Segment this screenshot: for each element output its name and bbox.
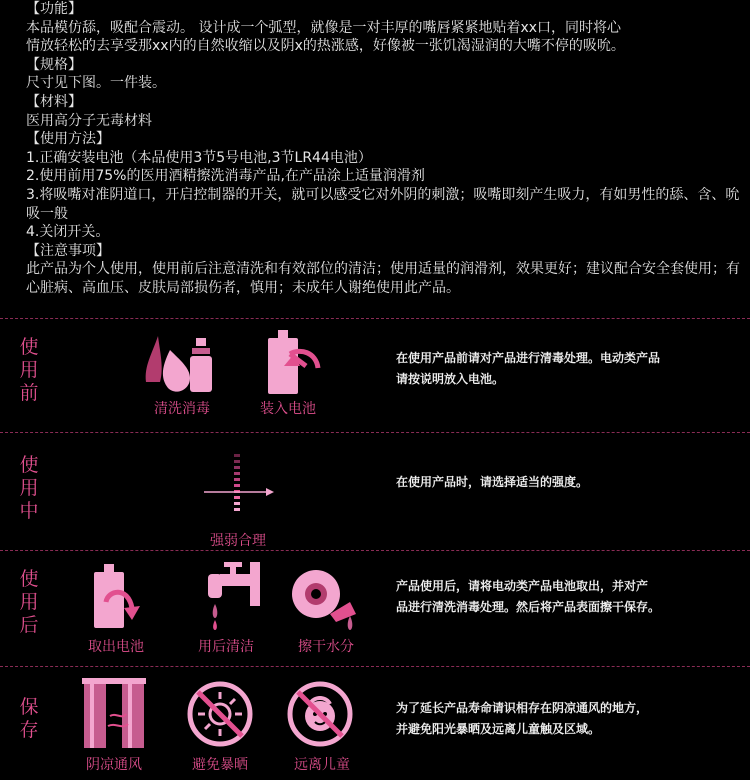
stage-label-after: 使 用 后 [19, 568, 39, 636]
no-sun-icon [184, 678, 256, 750]
function-text-line1: 本品模仿舔，吸配合震动。 设计成一个弧型，就像是一对丰厚的嘴唇紧紧地贴着xx口，同时将心 [26, 19, 622, 36]
stage-label-during: 使 用 中 [19, 454, 39, 522]
battery-remove-icon [88, 562, 152, 634]
tissue-roll-icon [286, 564, 366, 634]
caption-insert-battery: 装入电池 [260, 401, 316, 417]
no-children-icon [284, 678, 356, 750]
usage-step-1: 1.正确安装电池（本品使用3节5号电池,3节LR44电池） [26, 149, 372, 166]
faucet-icon [200, 560, 270, 634]
note-before-use [396, 348, 726, 390]
function-text-line2: 情放轻松的去享受那xx内的自然收缩以及阴x的热涨感，好像被一张饥渴湿润的大嘴不停的吸吮。 [26, 38, 625, 55]
stage-label-before: 使 用 前 [19, 336, 39, 404]
intensity-slider-icon [200, 446, 280, 526]
product-description [26, 0, 741, 298]
caution-text: 此产品为个人使用，使用前后注意清洗和有效部位的清洁；使用适量的润滑剂，效果更好；建议配合安全套使用；有心脏病、高血压、皮肤局部损伤者，慎用；未成年人谢绝使用此产品。 [26, 261, 740, 296]
spray-bottle-icon [140, 328, 220, 402]
battery-insert-icon [260, 326, 324, 402]
section-storage [0, 666, 750, 780]
caption-clean-after-use: 用后清洁 [198, 639, 254, 655]
note-before-line2: 请按说明放入电池。 [396, 372, 505, 386]
section-during-use [0, 432, 750, 550]
caption-cool-ventilated: 阴凉通风 [86, 757, 142, 773]
usage-header: 【使用方法】 [26, 131, 110, 148]
usage-step-2: 2.使用前用75%的医用酒精擦洗消毒产品,在产品涂上适量润滑剂 [26, 168, 425, 185]
spec-text: 尺寸见下图。一件装。 [26, 75, 166, 92]
note-after-line2: 品进行清洗消毒处理。然后将产品表面擦干保存。 [396, 600, 661, 614]
material-header: 【材料】 [26, 93, 82, 110]
usage-step-3: 3.将吸嘴对准阴道口，开启控制器的开关，就可以感受它对外阴的刺激；吸嘴即刻产生吸力，有如男性的舔、含、吮吸一般 [26, 186, 740, 222]
caption-keep-from-children: 远离儿童 [294, 757, 350, 773]
shaded-window-icon [80, 676, 150, 750]
note-after-line1: 产品使用后，请将电动类产品电池取出，并对产 [396, 579, 649, 593]
caption-remove-battery: 取出电池 [88, 639, 144, 655]
caption-avoid-sunlight: 避免暴晒 [192, 757, 248, 773]
note-during-line1: 在使用产品时，请选择适当的强度。 [396, 475, 589, 489]
function-header: 【功能】 [26, 1, 82, 17]
section-after-use [0, 550, 750, 666]
note-storage-line1: 为了延长产品寿命请识相存在阴凉通风的地方， [396, 701, 649, 715]
note-during-use [396, 472, 726, 493]
caption-moderate-intensity: 强弱合理 [210, 533, 266, 549]
caution-header: 【注意事项】 [26, 242, 110, 259]
section-before-use [0, 318, 750, 432]
note-after-use [396, 576, 726, 618]
note-before-line1: 在使用产品前请对产品进行清毒处理。电动类产品 [396, 351, 661, 365]
material-text: 医用高分子无毒材料 [26, 112, 152, 129]
spec-header: 【规格】 [26, 56, 82, 73]
usage-step-4: 4.关闭开关。 [26, 224, 110, 241]
note-storage [396, 698, 726, 740]
caption-dry-off: 擦干水分 [298, 639, 354, 655]
caption-clean-disinfect: 清洗消毒 [154, 401, 210, 417]
note-storage-line2: 并避免阳光暴晒及远离儿童触及区域。 [396, 722, 601, 736]
stage-label-storage: 保 存 [19, 696, 39, 741]
